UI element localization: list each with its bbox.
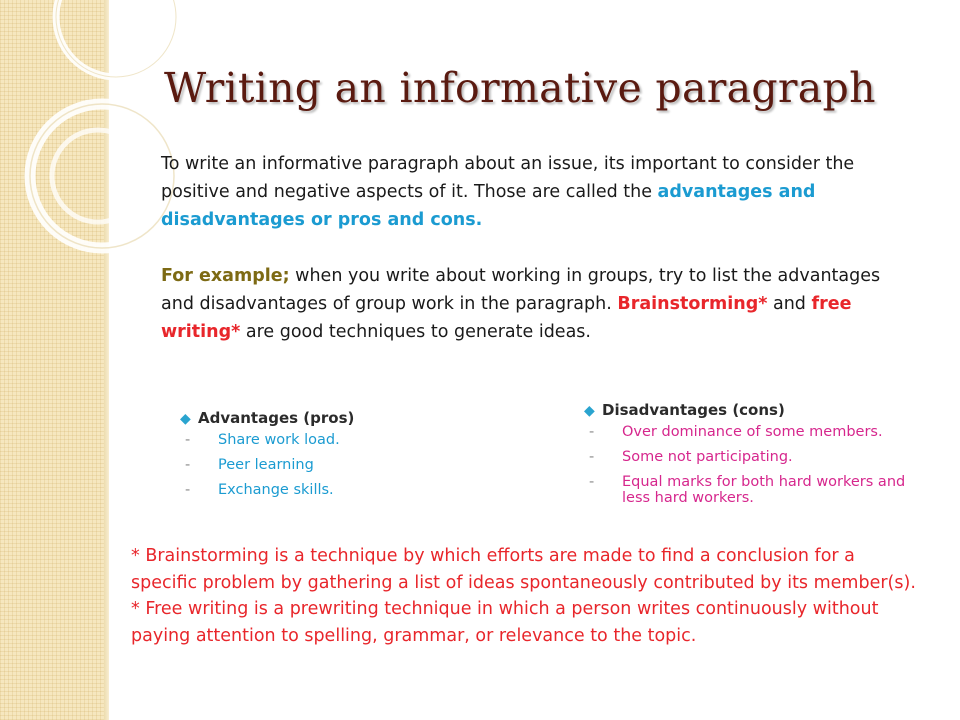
disadvantages-heading: [584, 400, 929, 420]
dash-icon: -: [589, 474, 595, 490]
list-item: [584, 424, 929, 440]
list-item-label: Peer learning: [218, 457, 314, 473]
bullet-icon: ◆: [584, 403, 595, 419]
list-item: [180, 432, 480, 448]
example-lead: For example;: [161, 266, 290, 286]
free-writing-term: free writing*: [161, 294, 852, 342]
list-item-label: Over dominance of some members.: [622, 424, 883, 440]
dash-icon: -: [185, 457, 191, 473]
list-item: [584, 474, 929, 506]
list-item: [180, 482, 480, 498]
example-text-3: are good techniques to generate ideas.: [240, 322, 591, 342]
list-item-label: Some not participating.: [622, 449, 793, 465]
intro-text: To write an informative paragraph about an issue, its important to consider the positive and negative aspects of it. Those are called the: [161, 154, 855, 202]
list-item-label: Exchange skills.: [218, 482, 334, 498]
disadvantages-list: [584, 400, 929, 515]
dash-icon: -: [185, 432, 191, 448]
example-text-1: when you write about working in groups, try to list the advantages and disadvantages of group work in the paragraph.: [161, 266, 881, 314]
advantages-heading-label: Advantages (pros): [198, 409, 355, 427]
pros-cons-highlight: advantages and disadvantages or pros and cons.: [161, 182, 816, 230]
footnotes: [131, 543, 921, 649]
list-item-label: Equal marks for both hard workers and less hard workers.: [622, 474, 906, 506]
dash-icon: -: [589, 424, 595, 440]
free-writing-footnote: * Free writing is a prewriting technique in which a person writes continuously without paying attention to spelling, grammar, or relevance to the topic.: [131, 599, 879, 646]
advantages-heading: [180, 408, 480, 428]
dash-icon: -: [185, 482, 191, 498]
list-item-label: Share work load.: [218, 432, 340, 448]
list-item: [584, 449, 929, 465]
list-item: [180, 457, 480, 473]
advantages-list: [180, 408, 480, 507]
brainstorming-term: Brainstorming*: [617, 294, 768, 314]
slide-title: Writing an informative paragraph: [164, 64, 876, 112]
dash-icon: -: [589, 449, 595, 465]
bullet-icon: ◆: [180, 411, 191, 427]
example-text-2: and: [767, 294, 812, 314]
brainstorming-footnote: * Brainstorming is a technique by which efforts are made to find a conclusion for a specific problem by gathering a list of ideas spontaneously contributed by its member(s).: [131, 546, 916, 593]
example-paragraph: [161, 262, 901, 346]
intro-paragraph: [161, 150, 901, 234]
disadvantages-heading-label: Disadvantages (cons): [602, 401, 785, 419]
